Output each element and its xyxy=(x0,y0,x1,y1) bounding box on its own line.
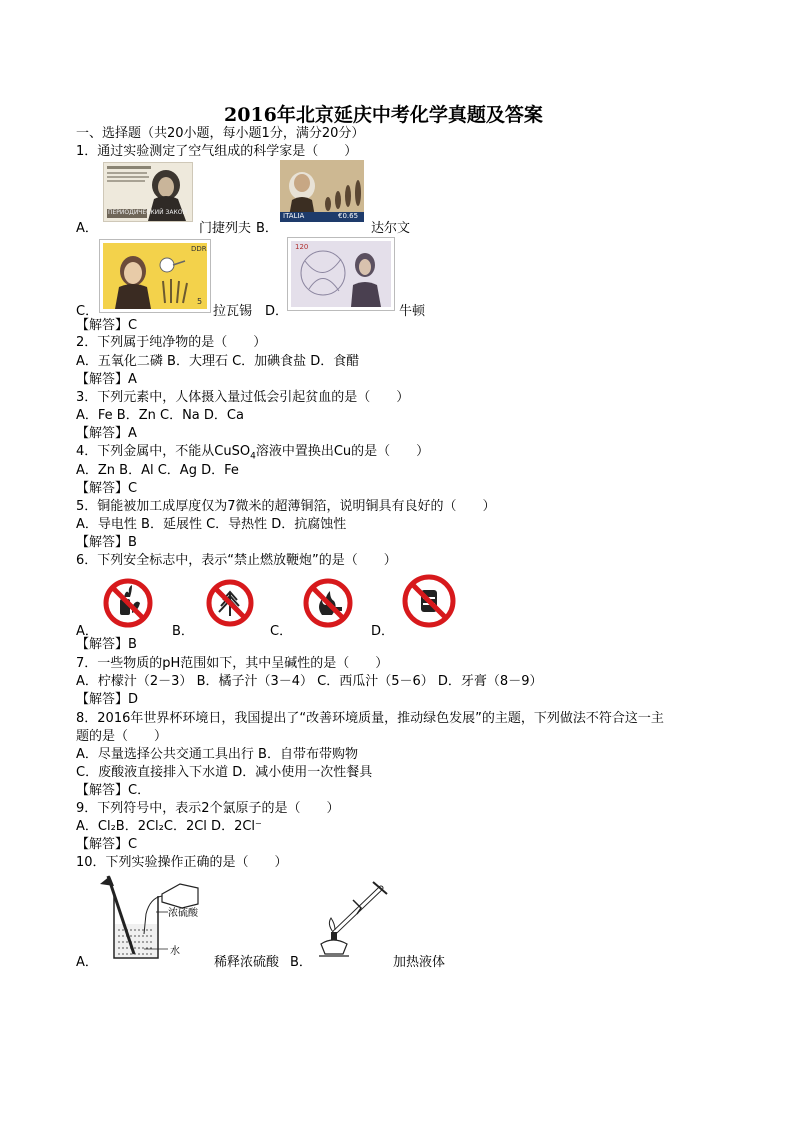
q8-stem-line1: 8．2016年世界杯环境日，我国提出了“改善环境质量，推动绿色发展”的主题，下列做法不符合这一主 xyxy=(76,711,664,726)
q8-answer: 【解答】C． xyxy=(76,783,151,798)
q3-options: A．Fe B．Zn C．Na D．Ca xyxy=(76,408,244,423)
q4-options: A．Zn B．Al C．Ag D．Fe xyxy=(76,463,239,478)
q6-option-c-label: C． xyxy=(270,624,293,639)
stamp-mendeleev-caption: ПЕРИОДИЧЕСКИЙ ЗАКОН xyxy=(108,209,187,216)
q1-option-c-label: C． xyxy=(76,304,99,319)
q2-answer: 【解答】A xyxy=(76,372,137,387)
q10-option-b-label: B． xyxy=(290,955,312,970)
stamp-darwin-value: €0.65 xyxy=(338,212,359,220)
q4-answer: 【解答】C xyxy=(76,481,138,496)
stamp-darwin-country: ITALIA xyxy=(283,212,305,220)
q1-option-b-text: 达尔文 xyxy=(371,221,411,236)
stamp-newton-value: 120 xyxy=(295,243,309,251)
heat-liquid-figure xyxy=(313,880,395,958)
q6-option-a-label: A． xyxy=(76,624,98,639)
no-firecracker-sign-icon xyxy=(205,578,255,628)
q5-options: A．导电性 B．延展性 C．导热性 D．抗腐蚀性 xyxy=(76,517,347,532)
q1-option-a-label: A． xyxy=(76,221,98,236)
q5-answer: 【解答】B xyxy=(76,535,137,550)
q2-options: A．五氧化二磷 B．大理石 C．加碘食盐 D．食醋 xyxy=(76,354,360,369)
stamp-lavoisier-country: DDR xyxy=(191,245,207,253)
no-flammable-sign-icon xyxy=(401,573,457,629)
stamp-mendeleev-image xyxy=(103,162,193,222)
q10-option-b-text: 加热液体 xyxy=(393,955,446,970)
q9-answer: 【解答】C xyxy=(76,837,138,852)
acid-label: 浓硫酸 xyxy=(168,908,198,919)
q7-answer: 【解答】D xyxy=(76,692,139,707)
water-label: 水 xyxy=(170,946,180,957)
stamp-darwin-image xyxy=(280,160,364,222)
q9-options: A．Cl₂B．2Cl₂C．2Cl D．2Cl⁻ xyxy=(76,819,262,834)
q8-stem-line2: 题的是（ ） xyxy=(76,729,168,744)
q10-option-a-text: 稀释浓硫酸 xyxy=(214,955,280,970)
page-title: 2016年北京延庆中考化学真题及答案 xyxy=(224,104,543,126)
q7-stem: 7．一些物质的pH范围如下，其中呈碱性的是（ ） xyxy=(76,656,389,671)
q3-stem: 3．下列元素中，人体摄入量过低会引起贫血的是（ ） xyxy=(76,390,410,405)
q1-stem: 1．通过实验测定了空气组成的科学家是（ ） xyxy=(76,144,358,159)
q8-options-line1: A．尽量选择公共交通工具出行 B．自带布带购物 xyxy=(76,747,358,762)
stamp-lavoisier-image xyxy=(100,240,210,312)
section-heading: 一、选择题（共20小题，每小题1分，满分20分） xyxy=(76,126,365,141)
q10-stem: 10．下列实验操作正确的是（ ） xyxy=(76,855,288,870)
q2-stem: 2．下列属于纯净物的是（ ） xyxy=(76,335,267,350)
dilute-acid-figure xyxy=(96,874,204,964)
q1-option-d-label: D． xyxy=(265,304,289,319)
no-fire-sign-icon xyxy=(302,577,354,629)
q5-stem: 5．铜能被加工成厚度仅为7微米的超薄铜箔，说明铜具有良好的（ ） xyxy=(76,499,496,514)
q1-option-d-text: 牛顿 xyxy=(399,304,426,319)
no-lighter-sign-icon xyxy=(102,577,154,629)
q7-options: A．柠檬汁（2－3） B．橘子汁（3－4） C．西瓜汁（5－6） D．牙膏（8－9） xyxy=(76,674,543,689)
q8-options-line2: C．废酸液直接排入下水道 D．减小使用一次性餐具 xyxy=(76,765,373,780)
q1-option-b-label: B． xyxy=(256,221,278,236)
q4-stem: 4．下列金属中，不能从CuSO$_4$溶液中置换出Cu的是（ ） xyxy=(76,444,430,462)
q9-stem: 9．下列符号中，表示2个氯原子的是（ ） xyxy=(76,801,340,816)
q6-option-d-label: D． xyxy=(371,624,395,639)
q6-answer: 【解答】B xyxy=(76,637,137,652)
stamp-newton-image xyxy=(288,238,394,310)
q1-option-c-text: 拉瓦锡 xyxy=(213,304,253,319)
q3-answer: 【解答】A xyxy=(76,426,137,441)
q1-answer: 【解答】C xyxy=(76,318,138,333)
q10-option-a-label: A． xyxy=(76,955,98,970)
q1-option-a-text: 门捷列夫 xyxy=(199,221,252,236)
q6-option-b-label: B． xyxy=(172,624,194,639)
stamp-lavoisier-value: 5 xyxy=(197,297,203,306)
q6-stem: 6．下列安全标志中，表示“禁止燃放鞭炮”的是（ ） xyxy=(76,553,397,568)
